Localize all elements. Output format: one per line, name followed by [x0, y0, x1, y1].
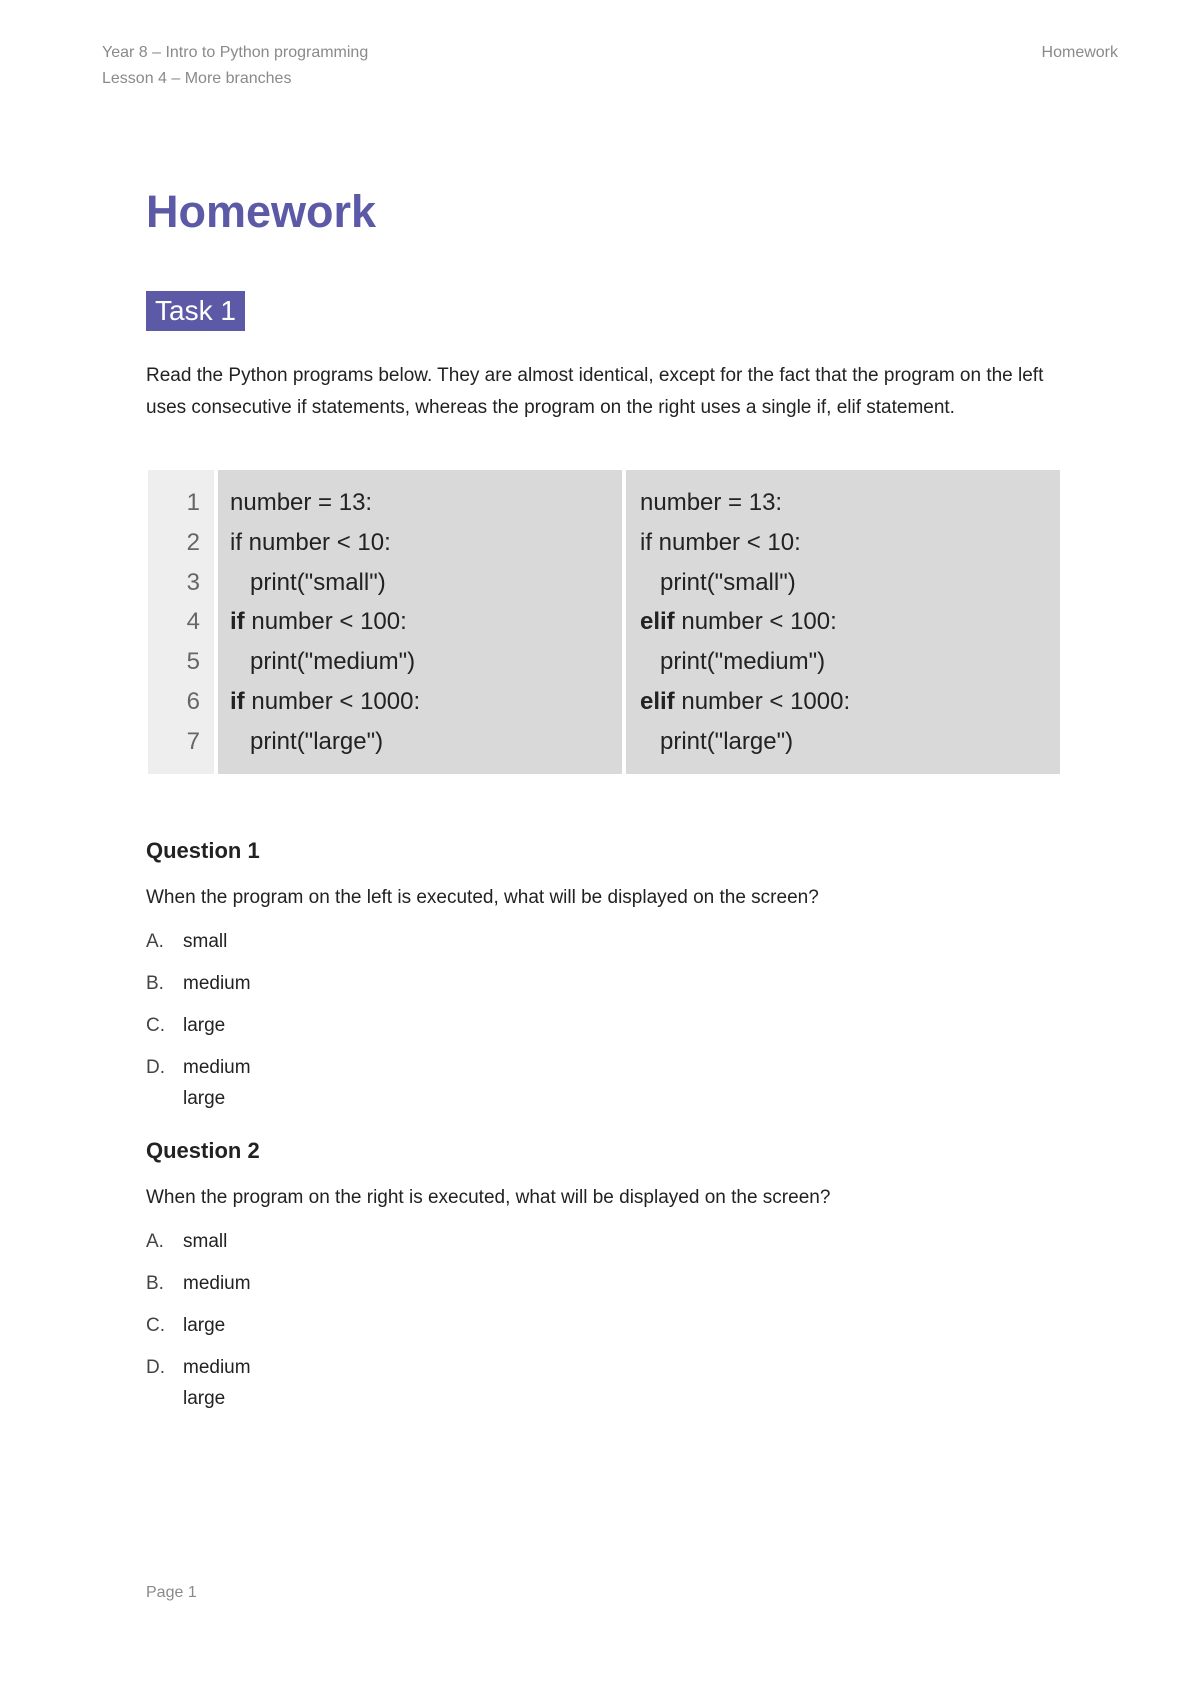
- line-number: 4: [186, 608, 200, 636]
- question-1-option-d[interactable]: [146, 1052, 251, 1114]
- code-line: [230, 722, 622, 762]
- code-line: [640, 682, 1060, 722]
- line-number: 5: [186, 648, 200, 676]
- page-header-left: [102, 40, 368, 92]
- line-number: 7: [186, 727, 200, 755]
- line-number: 1: [186, 489, 200, 516]
- option-letter: B.: [146, 973, 164, 994]
- task-intro: Read the Python programs below. They are almost identical, except for the fact that the program on the left uses consecutive if statements, whereas the program on the right uses a single if, elif statement.: [146, 365, 1044, 418]
- question-2-heading: Question 2: [146, 1138, 260, 1163]
- code-keyword: elif: [640, 687, 675, 715]
- option-text-line: medium: [183, 1057, 251, 1078]
- option-letter: D.: [146, 1057, 165, 1078]
- code-line: [230, 483, 622, 523]
- option-letter: A.: [146, 1231, 164, 1252]
- code-text: print("large"): [230, 727, 384, 755]
- code-text: number < 100:: [674, 608, 837, 636]
- option-text-line: large: [183, 1388, 226, 1409]
- code-keyword: if: [230, 608, 245, 636]
- code-line: [640, 483, 1060, 523]
- code-text: print("medium"): [230, 648, 416, 676]
- code-line: [230, 682, 622, 722]
- option-letter: D.: [146, 1357, 165, 1378]
- option-text: [183, 1052, 251, 1114]
- question-2-option-b[interactable]: [146, 1268, 251, 1299]
- code-text: number = 13:: [640, 489, 783, 516]
- code-line: [640, 722, 1060, 762]
- section-label: Homework: [1041, 44, 1118, 61]
- code-text: number < 1000:: [674, 687, 851, 715]
- code-line: [230, 642, 622, 682]
- option-letter: C.: [146, 1015, 165, 1036]
- question-2-option-d[interactable]: [146, 1352, 251, 1414]
- code-text: print("small"): [230, 568, 386, 596]
- question-1-heading: Question 1: [146, 838, 260, 863]
- option-text: small: [183, 931, 228, 952]
- line-number-column: [148, 470, 214, 774]
- code-line: [230, 563, 622, 603]
- code-text: print("small"): [640, 568, 796, 596]
- code-line: [640, 563, 1060, 603]
- option-text-line: large: [183, 1088, 226, 1109]
- option-text: [183, 1352, 251, 1414]
- code-text: number < 1000:: [244, 687, 421, 715]
- question-1-option-c[interactable]: [146, 1010, 225, 1041]
- option-text: medium: [183, 1273, 251, 1294]
- option-letter: C.: [146, 1315, 165, 1336]
- code-line: [640, 602, 1060, 642]
- option-text: medium: [183, 973, 251, 994]
- code-keyword: if: [230, 687, 245, 715]
- code-text: print("medium"): [640, 648, 826, 676]
- code-line: [640, 642, 1060, 682]
- code-text: if number < 10:: [230, 528, 391, 556]
- question-1-option-a[interactable]: [146, 926, 227, 957]
- option-letter: B.: [146, 1273, 164, 1294]
- option-text: large: [183, 1315, 226, 1336]
- code-line: [230, 523, 622, 563]
- left-program: [218, 470, 622, 774]
- code-text: number = 13:: [230, 489, 373, 516]
- code-line: [640, 523, 1060, 563]
- code-text: number < 100:: [244, 608, 407, 636]
- code-text: if number < 10:: [640, 528, 801, 556]
- task-badge: Task 1: [146, 291, 245, 331]
- page-number: Page 1: [146, 1584, 197, 1601]
- course-title: Year 8 – Intro to Python programming: [102, 44, 369, 61]
- option-text-line: medium: [183, 1357, 251, 1378]
- question-2-text: When the program on the right is executed, what will be displayed on the screen?: [146, 1187, 831, 1208]
- code-line: [230, 602, 622, 642]
- option-text: small: [183, 1231, 228, 1252]
- code-table: [148, 470, 1060, 774]
- line-number: 3: [186, 568, 200, 596]
- option-letter: A.: [146, 931, 164, 952]
- option-text: large: [183, 1015, 226, 1036]
- lesson-title: Lesson 4 – More branches: [102, 70, 292, 87]
- page-title: Homework: [146, 186, 377, 237]
- question-2-option-a[interactable]: [146, 1226, 227, 1257]
- code-keyword: elif: [640, 608, 675, 636]
- code-text: print("large"): [640, 727, 794, 755]
- line-number: 2: [186, 528, 200, 556]
- line-number: 6: [186, 687, 200, 715]
- question-1-text: When the program on the left is executed, what will be displayed on the screen?: [146, 887, 819, 908]
- right-program: [626, 470, 1060, 774]
- question-1-option-b[interactable]: [146, 968, 251, 999]
- question-2-option-c[interactable]: [146, 1310, 225, 1341]
